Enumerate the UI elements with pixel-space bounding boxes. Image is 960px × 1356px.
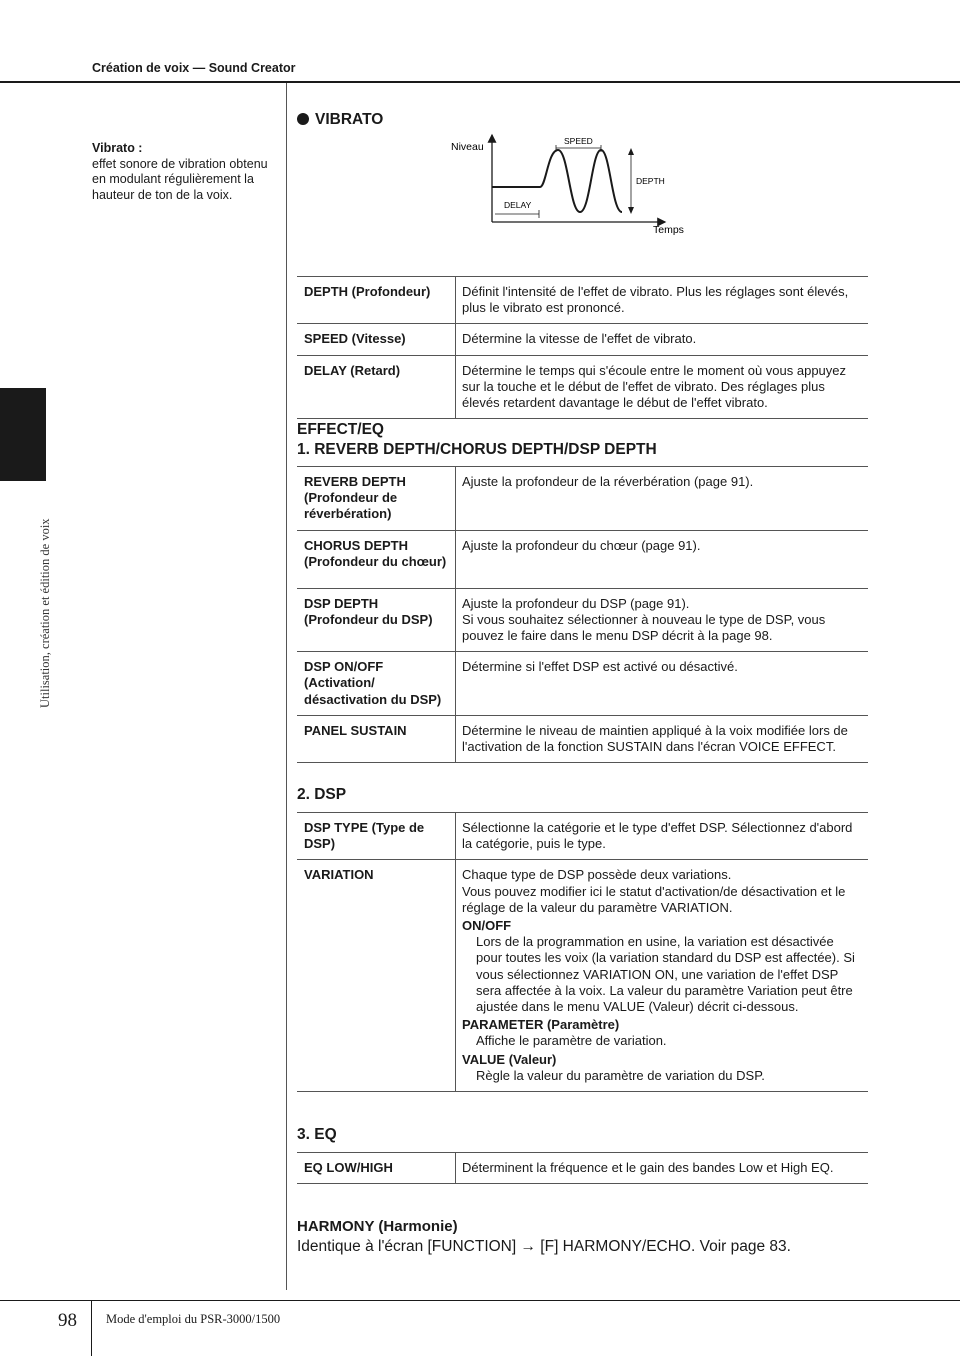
table-row <box>297 530 868 588</box>
table-row <box>297 652 868 716</box>
param-name: CHORUS DEPTH (Profondeur du chœur) <box>297 530 456 588</box>
param-description: Détermine le niveau de maintien appliqué à la voix modifiée lors de l'activation de la fonction SUSTAIN dans l'écran VOICE EFFECT. <box>456 715 869 762</box>
bullet-icon <box>297 113 309 125</box>
harmony-heading: HARMONY (Harmonie) <box>297 1218 458 1235</box>
table-row <box>297 277 868 324</box>
subparam-title: PARAMETER (Paramètre) <box>462 1017 620 1033</box>
param-description: Ajuste la profondeur du DSP (page 91). Si vous souhaitez sélectionner à nouveau le type de DSP, vous pouvez le faire dans le menu DSP décrit à la page 98. <box>456 588 869 652</box>
subparam-text: Lors de la programmation en usine, la variation est désactivée pour toutes les voix (la variation standard du DSP est affectée). Si vous sélectionnez VARIATION ON, une variation de l'effet DSP sera affectée à la voix. La valeur du paramètre Variation peut être ajustée dans le menu VALUE (Valeur) décrit ci-dessous. <box>476 934 855 1015</box>
eq-table <box>297 1152 868 1184</box>
param-description: Détermine le temps qui s'écoule entre le moment où vous appuyez sur la touche et le début de l'effet de vibrato. Des réglages plus élevés retardent davantage le début de l'effet vibrato. <box>456 355 869 419</box>
column-divider <box>286 83 287 1290</box>
margin-note-term: Vibrato : <box>92 141 143 155</box>
param-name: DSP TYPE (Type de DSP) <box>297 813 456 860</box>
param-description: Chaque type de DSP possède deux variations. Vous pouvez modifier ici le statut d'activation/de désactivation et le réglage de la valeur du paramètre VARIATION. ON/OFF Lors de la programmation en usine, la variation est désactivée pour toutes les voix (la variation standard du DSP est affectée). Si vous sélectionnez VARIATION ON, une variation de l'effet DSP sera affectée à la voix. La valeur du paramètre Variation peut être ajustée dans le menu VALUE (Valeur) décrit ci-dessous. PARAMETER (Paramètre) Affiche le paramètre de variation. VALUE (Valeur) Règle la valeur du paramètre de variation du DSP. <box>456 860 869 1092</box>
effect-eq-heading: EFFECT/EQ <box>297 421 384 438</box>
subparam-title: VALUE (Valeur) <box>462 1051 557 1067</box>
margin-note <box>92 141 277 203</box>
subparam-text: Règle la valeur du paramètre de variation du DSP. <box>476 1067 765 1083</box>
page-number: 98 <box>58 1310 77 1331</box>
param-name: DSP DEPTH (Profondeur du DSP) <box>297 588 456 652</box>
subparam-text: Affiche le paramètre de variation. <box>476 1033 667 1049</box>
table-row <box>297 715 868 762</box>
table-row <box>297 860 868 1092</box>
dsp-table <box>297 812 868 1092</box>
param-name: SPEED (Vitesse) <box>297 324 456 355</box>
param-description: Ajuste la profondeur du chœur (page 91). <box>456 530 869 588</box>
param-description: Détermine si l'effet DSP est activé ou désactivé. <box>456 652 869 716</box>
table-row <box>297 355 868 419</box>
param-description: Détermine la vitesse de l'effet de vibrato. <box>456 324 869 355</box>
margin-note-text: effet sonore de vibration obtenu en modulant régulièrement la hauteur de ton de la voix. <box>92 156 268 202</box>
table-row <box>297 467 868 531</box>
header-rule <box>0 81 960 83</box>
eq-heading: 3. EQ <box>297 1126 337 1143</box>
manual-title: Mode d'emploi du PSR-3000/1500 <box>106 1312 281 1326</box>
table-row <box>297 588 868 652</box>
vibrato-diagram <box>440 130 700 240</box>
dsp-heading: 2. DSP <box>297 786 347 803</box>
delay-label: DELAY <box>504 200 532 210</box>
table-row <box>297 324 868 355</box>
param-name: DSP ON/OFF (Activation/ désactivation du DSP) <box>297 652 456 716</box>
temps-label: Temps <box>653 224 684 236</box>
param-name: EQ LOW/HIGH <box>297 1153 456 1184</box>
param-name: PANEL SUSTAIN <box>297 715 456 762</box>
param-description: Sélectionne la catégorie et le type d'effet DSP. Sélectionnez d'abord la catégorie, puis le type. <box>456 813 869 860</box>
table-row <box>297 1153 868 1184</box>
depth-label: DEPTH <box>636 176 665 186</box>
speed-label: SPEED <box>564 136 593 146</box>
param-description: Déterminent la fréquence et le gain des bandes Low et High EQ. <box>456 1153 869 1184</box>
harmony-text: Identique à l'écran [FUNCTION] → [F] HARMONY/ECHO. Voir page 83. <box>297 1238 791 1255</box>
param-name: DELAY (Retard) <box>297 355 456 419</box>
chapter-tab <box>0 388 46 481</box>
vibrato-heading: VIBRATO <box>297 110 383 130</box>
param-description: Ajuste la profondeur de la réverbération (page 91). <box>456 467 869 531</box>
footer-rule <box>0 1300 960 1301</box>
running-header: Création de voix — Sound Creator <box>92 61 296 75</box>
param-description: Définit l'intensité de l'effet de vibrato. Plus les réglages sont élevés, plus le vibrato est prononcé. <box>456 277 869 324</box>
depth-subheading: 1. REVERB DEPTH/CHORUS DEPTH/DSP DEPTH <box>297 441 657 458</box>
chapter-tab-label: Utilisation, création et édition de voix <box>38 518 52 708</box>
niveau-label: Niveau <box>451 141 484 153</box>
effect-depth-table <box>297 466 868 763</box>
footer-divider <box>91 1300 92 1356</box>
param-name: VARIATION <box>297 860 456 1092</box>
param-name: REVERB DEPTH (Profondeur de réverbération) <box>297 467 456 531</box>
param-name: DEPTH (Profondeur) <box>297 277 456 324</box>
table-row <box>297 813 868 860</box>
vibrato-table <box>297 276 868 419</box>
subparam-title: ON/OFF <box>462 918 512 934</box>
